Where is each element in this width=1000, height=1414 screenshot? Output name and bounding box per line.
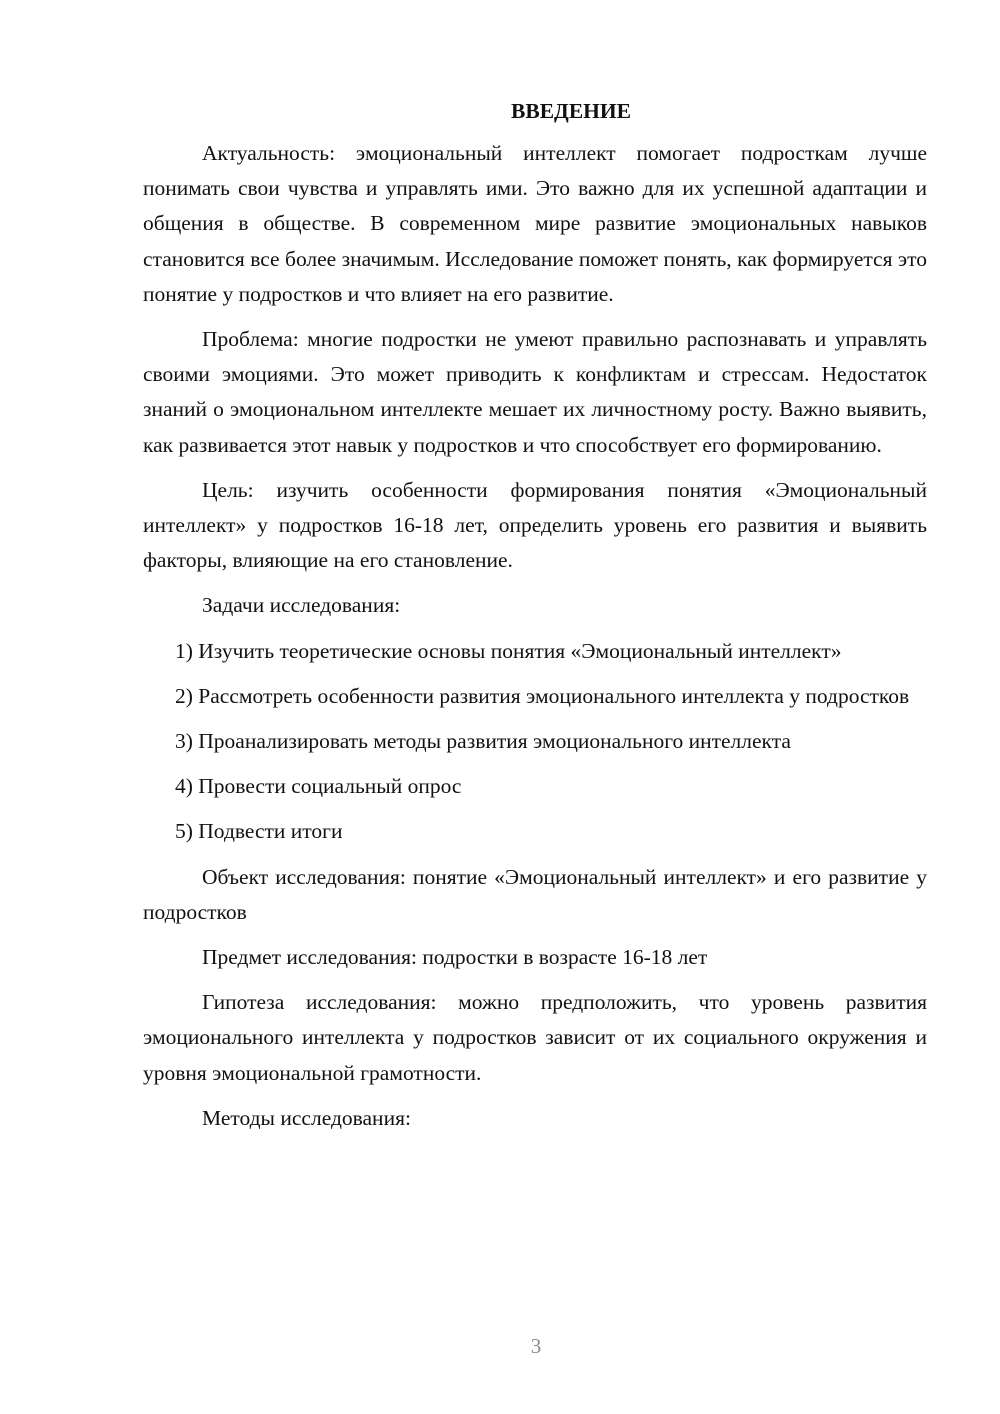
goal-paragraph: Цель: изучить особенности формирования понятия «Эмоциональный интеллект» у подростков 16-18 лет, определить уровень его развития и выявить факторы, влияющие на его становление. [143,477,927,573]
section-heading: ВВЕДЕНИЕ [511,99,631,123]
problem-paragraph: Проблема: многие подростки не умеют правильно распознавать и управлять своими эмоциями. Это может приводить к конфликтам и стрессам. Недостаток знаний о эмоциональном интеллекте мешает их личностному росту. Важно выявить, как развивается этот навык у подростков и что способствует его формированию. [143,327,927,457]
methods-paragraph: Методы исследования: [202,1105,411,1130]
task-item-1: 1) Изучить теоретические основы понятия «Эмоциональный интеллект» [175,638,842,663]
page-content [143,96,927,1146]
object-paragraph: Объект исследования: понятие «Эмоциональный интеллект» и его развитие у подростков [143,864,927,924]
relevance-paragraph: Актуальность: эмоциональный интеллект помогает подросткам лучше понимать свои чувства и управлять ими. Это важно для их успешной адаптации и общения в обществе. В современном мире развитие эмоциональных навыков становится все более значимым. Исследование поможет понять, как формируется это понятие у подростков и что влияет на его развитие. [143,141,927,306]
task-item-4: 4) Провести социальный опрос [175,774,462,799]
hypothesis-paragraph: Гипотеза исследования: можно предположить, что уровень развития эмоционального интеллекта у подростков зависит от их социального окружения и уровня эмоциональной грамотности. [143,990,927,1085]
subject-paragraph: Предмет исследования: подростки в возрасте 16-18 лет [202,945,708,970]
task-item-2: 2) Рассмотреть особенности развития эмоционального интеллекта у подростков [175,683,910,708]
tasks-title: Задачи исследования: [202,593,401,618]
task-item-3: 3) Проанализировать методы развития эмоционального интеллекта [175,729,791,754]
page-number: 3 [530,1334,542,1358]
task-item-5: 5) Подвести итоги [175,819,343,844]
